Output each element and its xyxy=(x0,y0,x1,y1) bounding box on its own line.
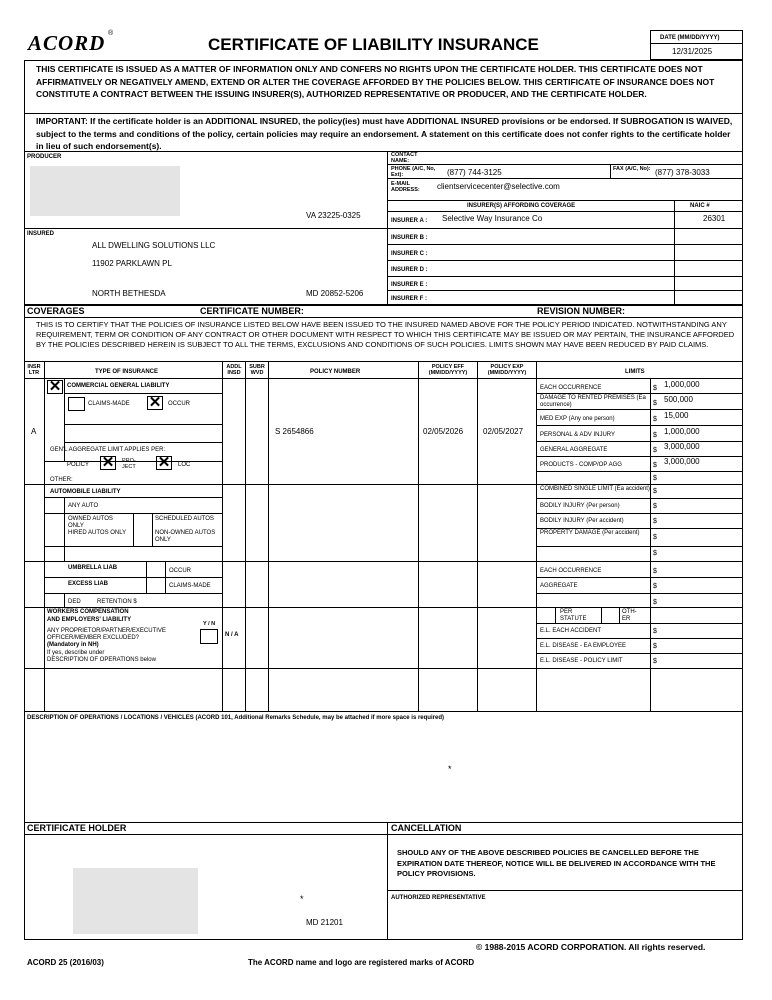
excess-liab-label: EXCESS LIAB xyxy=(68,581,109,587)
bodily-injury-accident-label: BODILY INJURY (Per accident) xyxy=(540,518,624,524)
col-exp: POLICY EXP (MM/DD/YYYY) xyxy=(487,364,527,376)
dollar-sign: $ xyxy=(653,432,657,439)
umbrella-occur-label: OCCUR xyxy=(169,568,191,574)
form-title: CERTIFICATE OF LIABILITY INSURANCE xyxy=(208,35,539,54)
hired-autos-label: HIRED AUTOS ONLY xyxy=(68,530,127,536)
bodily-injury-person-label: BODILY INJURY (Per person) xyxy=(540,503,620,509)
col-limits: LIMITS xyxy=(625,369,645,375)
limit-products-label: PRODUCTS - COMP/OP AGG xyxy=(540,462,622,468)
dollar-sign: $ xyxy=(653,503,657,510)
loc-label: LOC xyxy=(178,462,191,468)
cgl-checkbox-checked[interactable]: ✕ xyxy=(48,378,62,395)
workers-comp-label: WORKERS COMPENSATION xyxy=(47,609,129,615)
dollar-sign: $ xyxy=(653,550,657,557)
insurer-f-label: INSURER F : xyxy=(391,296,427,302)
insurer-b-label: INSURER B : xyxy=(391,235,428,241)
mandatory-nh-label: (Mandatory in NH) xyxy=(47,642,99,648)
copyright: © 1988-2015 ACORD CORPORATION. All rights reserved. xyxy=(476,942,706,952)
dollar-sign: $ xyxy=(653,385,657,392)
contact-name-label: CONTACT NAME: xyxy=(391,152,418,164)
policy-checkbox-checked[interactable]: ✕ xyxy=(101,454,115,471)
officer-excluded-checkbox[interactable] xyxy=(200,629,218,644)
col-subr: SUBR WVD xyxy=(249,364,265,376)
cancellation-text: SHOULD ANY OF THE ABOVE DESCRIBED POLICIES BE CANCELLED BEFORE THE EXPIRATION DATE THEREOF, NOTICE WILL BE DELIVERED IN ACCORDANCE WITH THE POLICY PROVISIONS. xyxy=(397,848,716,878)
cgl-label: COMMERCIAL GENERAL LIABILITY xyxy=(67,383,170,389)
other-label: OTHER: xyxy=(50,477,73,483)
dollar-sign: $ xyxy=(653,475,657,482)
col-eff: POLICY EFF (MM/DD/YYYY) xyxy=(428,364,468,376)
yn-label: Y / N xyxy=(203,621,216,627)
insurer-a-naic: 26301 xyxy=(703,214,726,223)
insured-city: NORTH BETHESDA xyxy=(92,289,166,298)
owned-autos-label: OWNED AUTOS ONLY xyxy=(68,516,113,529)
scheduled-autos-label: SCHEDULED AUTOS xyxy=(155,516,214,522)
naic-header: NAIC # xyxy=(690,203,710,209)
col-insr-ltr: INSR LTR xyxy=(27,364,41,376)
claims-made-label: CLAIMS-MADE xyxy=(88,401,130,407)
gl-exp-date: 02/05/2027 xyxy=(483,427,524,436)
project-label: PRO- JECT xyxy=(122,458,136,470)
limit-general-aggregate-value: 3,000,000 xyxy=(664,442,700,451)
describe-under-label: If yes, describe under xyxy=(47,650,105,656)
property-damage-label: PROPERTY DAMAGE (Per accident) xyxy=(540,530,640,536)
fax-label: FAX (A/C, No): xyxy=(613,166,651,172)
insurer-a-label: INSURER A : xyxy=(391,218,428,224)
umbrella-aggregate-label: AGGREGATE xyxy=(540,583,578,589)
coverage-statement: THIS IS TO CERTIFY THAT THE POLICIES OF INSURANCE LISTED BELOW HAVE BEEN ISSUED TO THE INSURED NAMED ABOVE FOR THE POLICY PERIOD INDICATED. NOTWITHSTANDING ANY REQUIREMENT, TERM OR CONDITION OF ANY CONTRACT OR OTHER DOCUMENT WITH RESPECT TO WHICH THIS CERTIFICATE MAY BE ISSUED OR MAY PERTAIN, THE INSURANCE AFFORDED BY THE POLICIES DESCRIBED HEREIN IS SUBJECT TO ALL THE TERMS, EXCLUSIONS AND CONDITIONS OF SUCH POLICIES. LIMITS SHOWN MAY HAVE BEEN REDUCED BY PAID CLAIMS. xyxy=(36,320,735,349)
oth-er-label: OTH- ER xyxy=(622,609,637,622)
insurer-d-label: INSURER D : xyxy=(391,267,428,273)
insurer-e-label: INSURER E : xyxy=(391,282,428,288)
insured-address: 11902 PARKLAWN PL xyxy=(92,259,172,268)
limit-general-aggregate-label: GENERAL AGGREGATE xyxy=(540,447,608,453)
umbrella-claims-made-label: CLAIMS-MADE xyxy=(169,583,211,589)
umbrella-liab-label: UMBRELLA LIAB xyxy=(68,565,118,571)
date-value: 12/31/2025 xyxy=(672,47,713,56)
limit-damage-rented-label: DAMAGE TO RENTED PREMISES (Ea occurrence) xyxy=(540,395,646,408)
limit-personal-adv-label: PERSONAL & ADV INJURY xyxy=(540,432,616,438)
important-text: IMPORTANT: If the certificate holder is an ADDITIONAL INSURED, the policy(ies) must have ADDITIONAL INSURED provisions or be endorsed. If SUBROGATION IS WAIVED, subject to the terms and conditions of the policy, certain policies may require an endorsement. A statement on this certificate does not confer rights to the certificate holder in lieu of such endorsement(s). xyxy=(36,116,733,151)
loc-checkbox-checked[interactable]: ✕ xyxy=(157,454,171,471)
phone-label: PHONE (A/C, No, Ext): xyxy=(391,166,436,178)
gen-agg-label: GEN'L AGGREGATE LIMIT APPLIES PER: xyxy=(50,447,166,453)
dollar-sign: $ xyxy=(653,462,657,469)
email-value: clientservicecenter@selective.com xyxy=(437,182,560,191)
ded-label: DED xyxy=(68,599,81,605)
holder-state-zip: MD 21201 xyxy=(306,918,343,927)
revision-number-label: REVISION NUMBER: xyxy=(537,306,626,316)
proprietor-label: ANY PROPRIETOR/PARTNER/EXECUTIVE xyxy=(47,628,166,634)
describe-operations-label: DESCRIPTION OF OPERATIONS below xyxy=(47,657,156,663)
dollar-sign: $ xyxy=(653,643,657,650)
policy-label: POLICY xyxy=(67,462,90,468)
producer-redacted xyxy=(30,166,180,216)
dollar-sign: $ xyxy=(653,447,657,454)
occur-checkbox-checked[interactable]: ✕ xyxy=(148,394,162,411)
any-auto-label: ANY AUTO xyxy=(68,503,99,509)
limit-damage-rented-value: 500,000 xyxy=(664,395,693,404)
insurers-header: INSURER(S) AFFORDING COVERAGE xyxy=(467,203,576,209)
limit-each-occurrence-label: EACH OCCURRENCE xyxy=(540,385,602,391)
dollar-sign: $ xyxy=(653,568,657,575)
dollar-sign: $ xyxy=(653,416,657,423)
insured-label: INSURED xyxy=(27,231,55,237)
certificate-number-label: CERTIFICATE NUMBER: xyxy=(200,306,304,316)
coverages-label: COVERAGES xyxy=(27,306,85,316)
trademark-notice: The ACORD name and logo are registered marks of ACORD xyxy=(248,958,475,967)
gl-policy-number: S 2654866 xyxy=(275,427,314,436)
col-addl: ADDL INSD xyxy=(226,364,242,376)
dollar-sign: $ xyxy=(653,488,657,495)
dollar-sign: $ xyxy=(653,599,657,606)
el-disease-employee-label: E.L. DISEASE - EA EMPLOYEE xyxy=(540,643,627,649)
fax-value: (877) 378-3033 xyxy=(655,168,710,177)
holder-mark: * xyxy=(300,894,304,904)
notice-text: THIS CERTIFICATE IS ISSUED AS A MATTER OF INFORMATION ONLY AND CONFERS NO RIGHTS UPON THE CERTIFICATE HOLDER. THIS CERTIFICATE DOES NOT AFFIRMATIVELY OR NEGATIVELY AMEND, EXTEND OR ALTER THE COVERAGE AFFORDED BY THE POLICIES BELOW. THIS CERTIFICATE OF INSURANCE DOES NOT CONSTITUTE A CONTRACT BETWEEN THE ISSUING INSURER(S), AUTHORIZED REPRESENTATIVE OR PRODUCER, AND THE CERTIFICATE HOLDER. xyxy=(36,64,715,99)
insurer-a-name: Selective Way Insurance Co xyxy=(442,214,543,223)
producer-city: VA 23225-0325 xyxy=(306,211,361,220)
limit-each-occurrence-value: 1,000,000 xyxy=(664,380,700,389)
description-text: * xyxy=(448,764,452,774)
phone-value: (877) 744-3125 xyxy=(447,168,502,177)
combined-single-limit-label: COMBINED SINGLE LIMIT (Ea accident) xyxy=(540,486,650,492)
per-statute-label: PER STATUTE xyxy=(560,609,587,622)
not-applicable-label: N / A xyxy=(225,632,239,638)
date-label: DATE (MM/DD/YYYY) xyxy=(660,35,720,41)
umbrella-each-occurrence-label: EACH OCCURRENCE xyxy=(540,568,602,574)
limit-products-value: 3,000,000 xyxy=(664,457,700,466)
cancellation-label: CANCELLATION xyxy=(391,823,462,833)
dollar-sign: $ xyxy=(653,518,657,525)
auto-liability-label: AUTOMOBILE LIABILITY xyxy=(50,489,121,495)
authorized-rep-label: AUTHORIZED REPRESENTATIVE xyxy=(391,895,486,901)
occur-label: OCCUR xyxy=(168,401,190,407)
form-number: ACORD 25 (2016/03) xyxy=(27,958,104,967)
dollar-sign: $ xyxy=(653,534,657,541)
limit-med-exp-value: 15,000 xyxy=(664,411,689,420)
el-disease-policy-label: E.L. DISEASE - POLICY LIMIT xyxy=(540,658,623,664)
insured-state-zip: MD 20852-5206 xyxy=(306,289,364,298)
claims-made-checkbox[interactable] xyxy=(68,397,85,411)
el-each-accident-label: E.L. EACH ACCIDENT xyxy=(540,628,602,634)
retention-label: RETENTION $ xyxy=(97,599,137,605)
acord-logo: ACORD xyxy=(28,31,106,55)
employers-liability-label: AND EMPLOYERS' LIABILITY xyxy=(47,617,132,623)
limit-med-exp-label: MED EXP (Any one person) xyxy=(540,416,615,422)
non-owned-autos-label: NON-OWNED AUTOS ONLY xyxy=(155,530,216,543)
holder-redacted xyxy=(73,868,198,934)
insured-name: ALL DWELLING SOLUTIONS LLC xyxy=(92,241,216,250)
col-policy-number: POLICY NUMBER xyxy=(310,369,361,375)
dollar-sign: $ xyxy=(653,583,657,590)
description-label: DESCRIPTION OF OPERATIONS / LOCATIONS / VEHICLES (ACORD 101, Additional Remarks Schedule, may be attached if more space is required) xyxy=(27,715,444,721)
dollar-sign: $ xyxy=(653,628,657,635)
gl-eff-date: 02/05/2026 xyxy=(423,427,464,436)
gl-insurer-letter: A xyxy=(31,427,37,436)
dollar-sign: $ xyxy=(653,658,657,665)
registered-mark: ® xyxy=(108,30,114,37)
col-type: TYPE OF INSURANCE xyxy=(95,369,159,375)
officer-excluded-label: OFFICER/MEMBER EXCLUDED? xyxy=(47,635,140,641)
email-label: E-MAIL ADDRESS: xyxy=(391,181,420,193)
limit-personal-adv-value: 1,000,000 xyxy=(664,427,700,436)
producer-label: PRODUCER xyxy=(27,154,62,160)
dollar-sign: $ xyxy=(653,400,657,407)
cert-holder-label: CERTIFICATE HOLDER xyxy=(27,823,127,833)
insurer-c-label: INSURER C : xyxy=(391,251,428,257)
